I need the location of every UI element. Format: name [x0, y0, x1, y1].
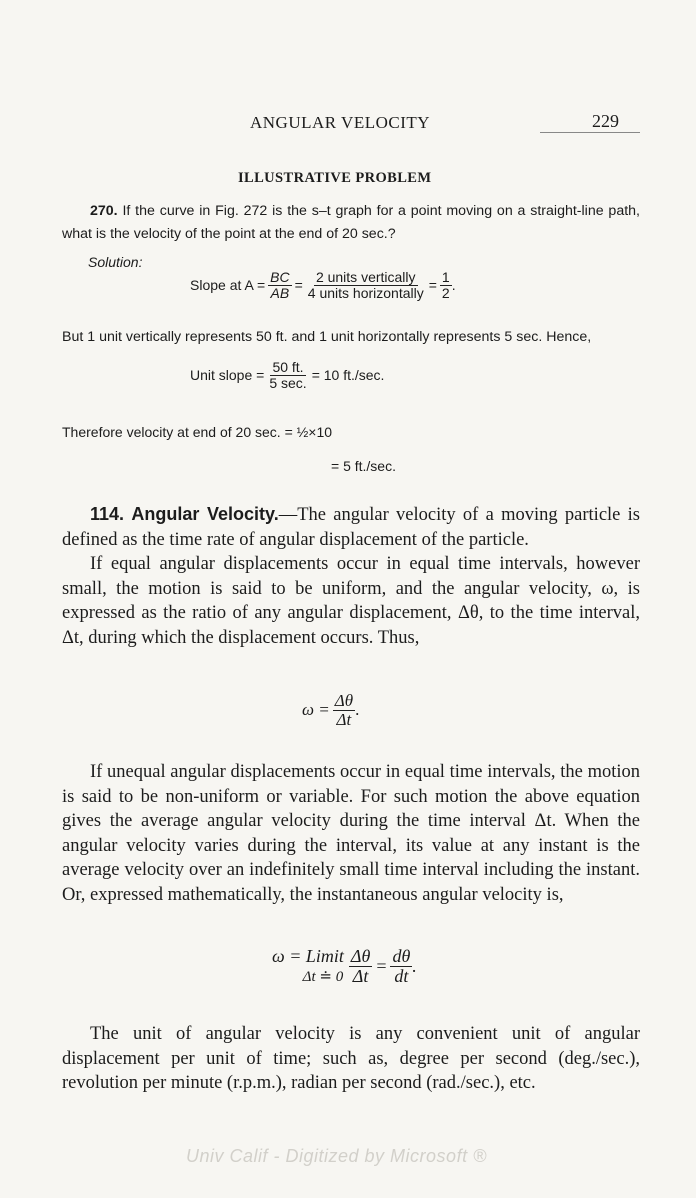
unit-slope-fraction [267, 360, 308, 390]
equals-sign: = [428, 277, 437, 294]
slope-equation [190, 270, 456, 300]
fraction-denominator: 5 sec. [269, 374, 307, 391]
slope-lhs: Slope at A = [190, 277, 266, 294]
page-number: 229 [592, 111, 619, 131]
problem-statement [62, 200, 640, 246]
eq1-fraction [333, 692, 355, 729]
section-paragraph-3-block [62, 760, 640, 908]
eq2-fraction-1 [349, 947, 372, 986]
fraction-numerator: Δθ [350, 945, 371, 966]
section-paragraph-3: If unequal angular displacements occur in equal time intervals, the motion is said to be non-uniform or variable. For such motion the above equation gives the average angular velocity during the time interval Δt. When the angular velocity varies during the interval, its value at any instant is the average velocity over an indefinitely small time interval including the instant. Or, expressed mathematically, the instantaneous angular velocity is, [62, 762, 640, 905]
fraction-numerator: BC [270, 269, 290, 285]
fraction-denominator: 4 units horizontally [307, 284, 424, 301]
header-rule [540, 132, 640, 133]
eq1-lhs: ω = [302, 700, 330, 720]
eq2-fraction-2 [390, 947, 412, 986]
fraction-denominator: Δt [352, 965, 369, 986]
unit-slope-equation [190, 360, 384, 390]
fraction-numerator: Δθ [334, 691, 354, 710]
unit-slope-lhs: Unit slope = [190, 367, 265, 384]
section-paragraph-4-block [62, 1022, 640, 1096]
fraction-denominator: AB [270, 284, 290, 301]
section-number: 114. [90, 504, 125, 524]
running-title: ANGULAR VELOCITY [250, 113, 431, 132]
section-title: Angular Velocity. [131, 504, 279, 524]
section-paragraph-2: If equal angular displacements occur in equal time intervals, however small, the motion is said to be uniform, and the angular velocity, ω, is expressed as the ratio of any angular displacement, Δθ, to the time interval, Δt, during which the displacement occurs. Thus, [62, 554, 640, 648]
slope-fraction-3 [440, 270, 452, 300]
problem-number: 270. [90, 203, 118, 219]
equation-omega-limit [272, 946, 417, 986]
period: . [412, 955, 417, 976]
problem-text: If the curve in Fig. 272 is the s–t graph for a point moving on a straight-line path, what is the velocity of the point at the end of 20 sec.? [62, 203, 640, 242]
result-line: = 5 ft./sec. [331, 458, 396, 474]
problem-heading: ILLUSTRATIVE PROBLEM [238, 170, 432, 186]
fraction-denominator: Δt [336, 709, 352, 729]
section-paragraph-4: The unit of angular velocity is any convenient unit of angular displacement per unit of time; such as, degree per second (deg./sec.), revolution per minute (r.p.m.), radian per second (rad./sec.), etc. [62, 1024, 640, 1094]
eq2-limit [272, 946, 344, 986]
period: . [355, 700, 360, 720]
period: . [451, 277, 456, 294]
slope-fraction-1 [268, 270, 291, 300]
unit-slope-rhs: = 10 ft./sec. [311, 367, 385, 384]
equals-sign: = [375, 955, 388, 976]
fraction-numerator: 2 units vertically [315, 269, 416, 285]
slope-fraction-2 [306, 270, 426, 300]
fraction-numerator: dθ [392, 945, 411, 966]
equals-sign: = [294, 277, 303, 294]
units-paragraph: But 1 unit vertically represents 50 ft. and 1 unit horizontally represents 5 sec. Hence, [62, 329, 592, 345]
section-114 [62, 502, 640, 651]
section-intro-paragraph [62, 502, 640, 552]
section-intro: —The angular velocity of a moving particle is defined as the time rate of angular displacement of the particle. [62, 505, 641, 550]
eq2-subscript: Δt ≐ 0 [302, 969, 344, 985]
digitization-watermark: Univ Calif - Digitized by Microsoft ® [186, 1146, 487, 1166]
fraction-numerator: 1 [441, 269, 450, 285]
equation-omega-average [302, 692, 359, 729]
eq2-lhs: ω = Limit [272, 946, 344, 966]
fraction-denominator: 2 [441, 284, 450, 301]
solution-label: Solution: [88, 254, 143, 270]
fraction-numerator: 50 ft. [272, 359, 304, 375]
therefore-line: Therefore velocity at end of 20 sec. = ½×10 [62, 424, 333, 440]
fraction-denominator: dt [394, 965, 409, 986]
